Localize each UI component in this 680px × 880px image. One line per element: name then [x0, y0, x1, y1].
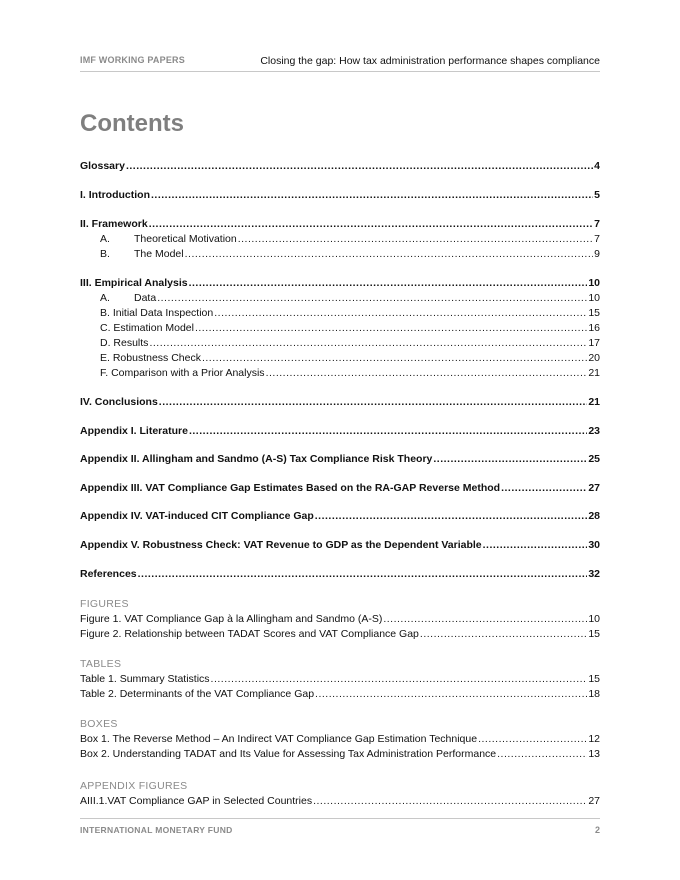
toc-entry-empirical-a[interactable] — [80, 291, 600, 305]
dot-leader — [433, 452, 587, 466]
toc-entry-page: 32 — [588, 568, 600, 580]
toc-entry-appendix-3[interactable] — [80, 481, 600, 495]
toc-entry-label: AIII.1.VAT Compliance GAP in Selected Countries — [80, 795, 313, 807]
toc-entry-framework[interactable] — [80, 217, 600, 231]
toc-entry-page: 27 — [588, 482, 600, 494]
dot-leader — [497, 747, 587, 761]
toc-entry-label: Theoretical Motivation — [134, 233, 237, 245]
toc-entry-empirical-d[interactable] — [80, 336, 600, 350]
running-footer — [80, 818, 600, 833]
dot-leader — [315, 687, 587, 701]
dot-leader — [159, 395, 588, 409]
toc-entry-label: IV. Conclusions — [80, 396, 158, 408]
toc-entry-table-2[interactable] — [80, 687, 600, 701]
toc-entry-page: 16 — [588, 322, 600, 334]
dot-leader — [238, 232, 593, 246]
toc-entry-page: 15 — [588, 307, 600, 319]
dot-leader — [420, 627, 587, 641]
toc-entry-page: 4 — [594, 160, 600, 172]
toc-entry-page: 30 — [588, 539, 600, 551]
dot-leader — [151, 188, 593, 202]
dot-leader — [202, 351, 587, 365]
footer-publisher: INTERNATIONAL MONETARY FUND — [80, 825, 233, 835]
toc-entry-page: 10 — [588, 292, 600, 304]
toc-entry-page: 5 — [594, 189, 600, 201]
toc-entry-label: B. Initial Data Inspection — [100, 307, 214, 319]
dot-leader — [157, 291, 587, 305]
toc-entry-conclusions[interactable] — [80, 395, 600, 409]
toc-entry-appendix-5[interactable] — [80, 538, 600, 552]
toc-entry-label: Data — [134, 292, 157, 304]
toc-entry-label: E. Robustness Check — [100, 352, 201, 364]
figures-heading: FIGURES — [80, 598, 129, 610]
dot-leader — [189, 276, 588, 290]
toc-entry-label: The Model — [134, 248, 184, 260]
dot-leader — [149, 217, 593, 231]
boxes-heading: BOXES — [80, 718, 118, 730]
toc-entry-appendix-2[interactable] — [80, 452, 600, 466]
toc-entry-introduction[interactable] — [80, 188, 600, 202]
toc-entry-letter: A. — [100, 233, 110, 245]
toc-entry-page: 15 — [588, 673, 600, 685]
toc-entry-letter: B. — [100, 248, 110, 260]
toc-entry-empirical-c[interactable] — [80, 321, 600, 335]
footer-page-number: 2 — [594, 825, 600, 835]
toc-entry-page: 20 — [588, 352, 600, 364]
toc-entry-label: Figure 1. VAT Compliance Gap à la Allingham and Sandmo (A-S) — [80, 613, 383, 625]
toc-entry-label: III. Empirical Analysis — [80, 277, 188, 289]
toc-entry-empirical-analysis[interactable] — [80, 276, 600, 290]
toc-entry-label: II. Framework — [80, 218, 148, 230]
toc-entry-glossary[interactable] — [80, 159, 600, 173]
toc-entry-label: Appendix I. Literature — [80, 425, 188, 437]
toc-entry-page: 13 — [588, 748, 600, 760]
toc-entry-page: 23 — [588, 425, 600, 437]
toc-entry-empirical-f[interactable] — [80, 366, 600, 380]
toc-entry-appendix-1[interactable] — [80, 424, 600, 438]
toc-entry-box-2[interactable] — [80, 747, 600, 761]
dot-leader — [214, 306, 587, 320]
toc-entry-label: Table 2. Determinants of the VAT Compliance Gap — [80, 688, 315, 700]
dot-leader — [126, 159, 593, 173]
toc-entry-label: Appendix V. Robustness Check: VAT Revenue to GDP as the Dependent Variable — [80, 539, 482, 551]
dot-leader — [313, 794, 587, 808]
toc-entry-label: Table 1. Summary Statistics — [80, 673, 210, 685]
toc-entry-label: Glossary — [80, 160, 125, 172]
toc-entry-label: Appendix IV. VAT-induced CIT Compliance Gap — [80, 510, 314, 522]
toc-entry-empirical-b[interactable] — [80, 306, 600, 320]
toc-entry-page: 7 — [594, 233, 600, 245]
toc-entry-page: 18 — [588, 688, 600, 700]
dot-leader — [266, 366, 588, 380]
toc-entry-page: 15 — [588, 628, 600, 640]
toc-entry-page: 10 — [588, 277, 600, 289]
toc-entry-letter: A. — [100, 292, 110, 304]
toc-entry-page: 9 — [594, 248, 600, 260]
toc-entry-page: 21 — [588, 367, 600, 379]
appendix-figures-heading: APPENDIX FIGURES — [80, 780, 188, 792]
dot-leader — [138, 567, 588, 581]
dot-leader — [195, 321, 587, 335]
toc-entry-label: Appendix II. Allingham and Sandmo (A-S) Tax Compliance Risk Theory — [80, 453, 433, 465]
dot-leader — [383, 612, 587, 626]
toc-entry-label: C. Estimation Model — [100, 322, 194, 334]
dot-leader — [483, 538, 588, 552]
toc-entry-label: Figure 2. Relationship between TADAT Scores and VAT Compliance Gap — [80, 628, 419, 640]
running-header — [80, 55, 600, 72]
toc-entry-page: 28 — [588, 510, 600, 522]
dot-leader — [501, 481, 587, 495]
toc-entry-box-1[interactable] — [80, 732, 600, 746]
toc-entry-framework-b[interactable] — [80, 247, 600, 261]
dot-leader — [149, 336, 587, 350]
toc-entry-label: Box 1. The Reverse Method – An Indirect VAT Compliance Gap Estimation Technique — [80, 733, 478, 745]
toc-entry-label: Appendix III. VAT Compliance Gap Estimates Based on the RA-GAP Reverse Method — [80, 482, 501, 494]
header-paper-title: Closing the gap: How tax administration performance shapes compliance — [260, 55, 600, 67]
page-title: Contents — [80, 110, 184, 137]
dot-leader — [185, 247, 594, 261]
toc-entry-label: Box 2. Understanding TADAT and Its Value for Assessing Tax Administration Performance — [80, 748, 497, 760]
toc-entry-page: 25 — [588, 453, 600, 465]
header-series-name: IMF WORKING PAPERS — [80, 55, 185, 65]
toc-entry-page: 21 — [588, 396, 600, 408]
toc-entry-page: 10 — [588, 613, 600, 625]
toc-entry-page: 27 — [588, 795, 600, 807]
toc-entry-page: 17 — [588, 337, 600, 349]
toc-entry-empirical-e[interactable] — [80, 351, 600, 365]
dot-leader — [478, 732, 587, 746]
toc-entry-label: I. Introduction — [80, 189, 150, 201]
toc-entry-references[interactable] — [80, 567, 600, 581]
toc-entry-label: F. Comparison with a Prior Analysis — [100, 367, 265, 379]
toc-entry-figure-2[interactable] — [80, 627, 600, 641]
toc-entry-table-1[interactable] — [80, 672, 600, 686]
toc-entry-appendix-4[interactable] — [80, 509, 600, 523]
toc-entry-page: 12 — [588, 733, 600, 745]
dot-leader — [211, 672, 588, 686]
toc-entry-appendix-figure-1[interactable] — [80, 794, 600, 808]
toc-entry-page: 7 — [594, 218, 600, 230]
toc-entry-label: References — [80, 568, 137, 580]
toc-entry-framework-a[interactable] — [80, 232, 600, 246]
toc-entry-label: D. Results — [100, 337, 149, 349]
dot-leader — [189, 424, 587, 438]
toc-entry-figure-1[interactable] — [80, 612, 600, 626]
tables-heading: TABLES — [80, 658, 122, 670]
dot-leader — [315, 509, 588, 523]
